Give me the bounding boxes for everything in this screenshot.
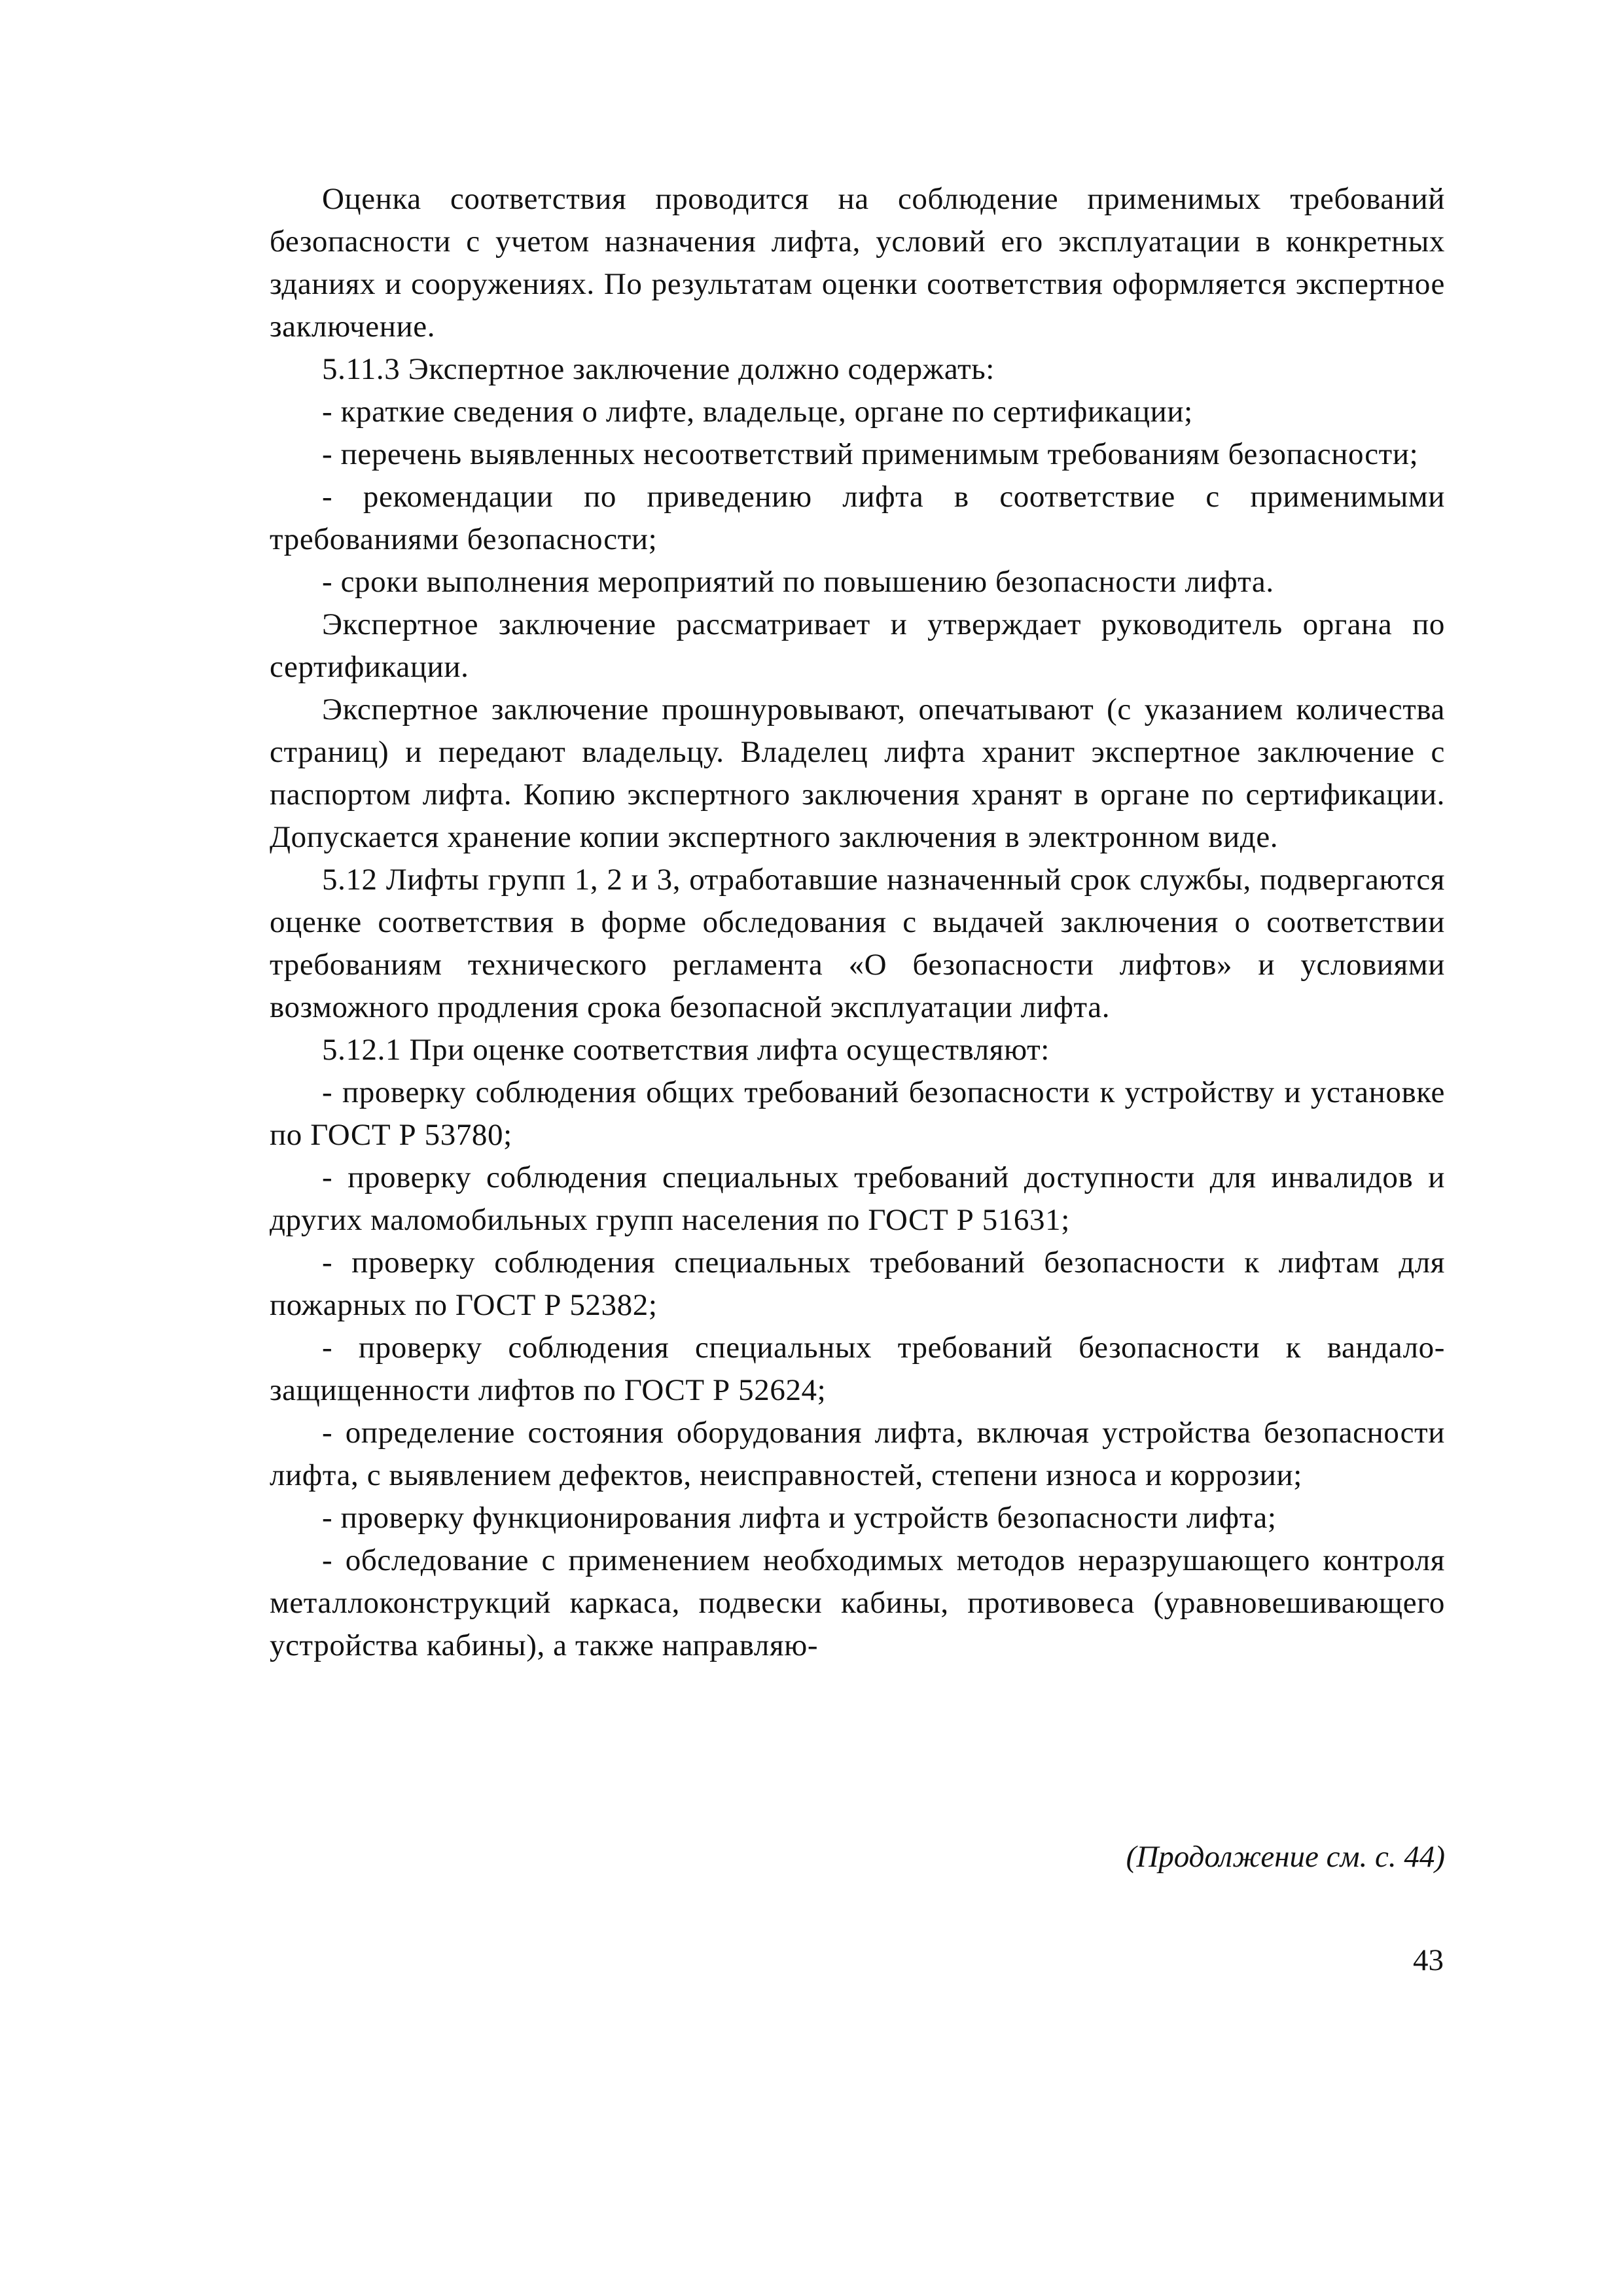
- paragraph-3: - краткие сведения о лифте, владельце, органе по сертификации;: [322, 395, 1193, 429]
- body-text: [270, 178, 1445, 1667]
- paragraph-12: - проверку соблюдения специальных требований доступности для инвалидов и других маломобильных групп населения по ГОСТ Р 51631;: [270, 1160, 1445, 1237]
- paragraph-17: - обследование с применением необходимых методов неразрушающего контроля металлоконструкций каркаса, подвески кабины, противовеса (уравновешивающего устройства кабины), а также направляю-: [270, 1543, 1445, 1662]
- paragraph-8: Экспертное заключение прошнуровывают, опечатывают (с указанием количества страниц) и передают владельцу. Владелец лифта хранит экспертное заключение с паспортом лифта. Копию экспертного заключения хранят в органе по сертификации. Допускается хранение копии экспертного заключения в электронном виде.: [270, 692, 1445, 854]
- paragraph-16: - проверку функционирования лифта и устройств безопасности лифта;: [322, 1501, 1277, 1535]
- paragraph-10: 5.12.1 При оценке соответствия лифта осуществляют:: [322, 1033, 1050, 1067]
- paragraph-9: 5.12 Лифты групп 1, 2 и 3, отработавшие назначенный срок службы, подвергаются оценке соответствия в форме обследования с выдачей заключения о соответствии требованиям технического регламента «О безопасности лифтов» и условиями возможного продления срока безопасной эксплуатации лифта.: [270, 863, 1445, 1024]
- paragraph-7: Экспертное заключение рассматривает и утверждает руководитель органа по сертификации.: [270, 607, 1445, 684]
- paragraph-5: - рекомендации по приведению лифта в соответствие с применимыми требованиями безопасности;: [270, 480, 1445, 556]
- paragraph-13: - проверку соблюдения специальных требований безопасности к лифтам для пожарных по ГОСТ Р 52382;: [270, 1246, 1445, 1322]
- paragraph-6: - сроки выполнения мероприятий по повышению безопасности лифта.: [322, 565, 1274, 599]
- paragraph-4: - перечень выявленных несоответствий применимым требованиям безопасности;: [322, 437, 1419, 471]
- paragraph-2: 5.11.3 Экспертное заключение должно содержать:: [322, 352, 995, 386]
- paragraph-15: - определение состояния оборудования лифта, включая устройства безопасности лифта, с выявлением дефектов, неисправностей, степени износа и коррозии;: [270, 1416, 1445, 1492]
- paragraph-14: - проверку соблюдения специальных требований безопасности к вандало-защищенности лифтов по ГОСТ Р 52624;: [270, 1331, 1445, 1407]
- paragraph-11: - проверку соблюдения общих требований безопасности к устройству и установке по ГОСТ Р 53780;: [270, 1075, 1445, 1152]
- continuation-note: (Продолжение см. с. 44): [1126, 1840, 1445, 1874]
- paragraph-1: Оценка соответствия проводится на соблюдение применимых требований безопасности с учетом назначения лифта, условий его эксплуатации в конкретных зданиях и сооружениях. По результатам оценки соответствия оформляется экспертное заключение.: [270, 182, 1445, 344]
- page-number: 43: [1413, 1943, 1444, 1977]
